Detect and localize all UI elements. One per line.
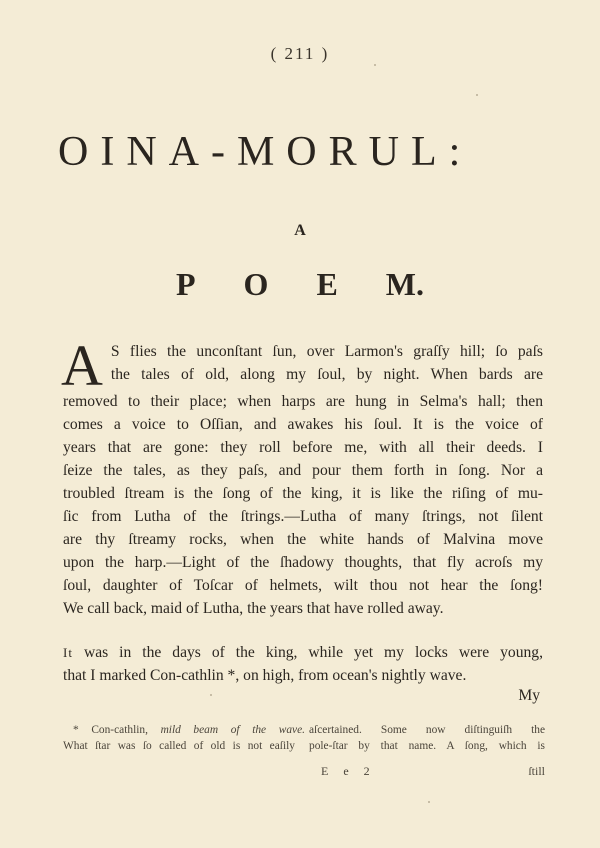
text-line: that I marked Con-cathlin *, on high, from ocean's nightly wave. bbox=[63, 667, 467, 684]
catchword: My bbox=[518, 687, 540, 704]
footnote-catchword: ſtill bbox=[528, 764, 545, 778]
text-line: We call back, maid of Lutha, the years that have rolled away. bbox=[63, 600, 444, 617]
paper-speck bbox=[374, 64, 376, 66]
footnotes bbox=[63, 722, 545, 754]
text-line: are thy ſtreamy rocks, when the white hands of Malvina move bbox=[63, 531, 543, 548]
drop-cap: A bbox=[61, 333, 103, 398]
text-line: ſic from Lutha of the ſtrings.—Lutha of many ſtrings, not ſilent bbox=[63, 508, 543, 525]
subtitle-poem bbox=[0, 266, 600, 303]
text-line: troubled ſtream is the ſong of the king, it is like the riſing of mu- bbox=[63, 485, 543, 502]
text-line-first bbox=[63, 641, 543, 664]
paragraph-second bbox=[63, 641, 543, 687]
subtitle-poem-letter: O bbox=[243, 266, 269, 302]
page-number: ( 211 ) bbox=[270, 44, 330, 63]
text-line: S flies the unconſtant ſun, over Larmon's graſſy hill; ſo paſs bbox=[110, 343, 543, 360]
footnote-italic: mild beam of the wave. bbox=[160, 724, 305, 736]
page-title: OINA-MORUL: bbox=[58, 129, 473, 175]
subtitle-poem-letter: M. bbox=[385, 266, 424, 302]
text-line: the tales of old, along my ſoul, by night. When bards are bbox=[110, 366, 543, 383]
text-line: ſoul, daughter of Toſcar of helmets, wilt thou not hear the ſong! bbox=[63, 577, 543, 594]
text-line: upon the harp.—Light of the ſhadowy thoughts, that fly acroſs my bbox=[63, 554, 543, 571]
footnote-left-line bbox=[63, 722, 305, 738]
footnote-right-line: pole-ſtar by that name. A ſong, which is bbox=[309, 740, 545, 752]
text-line: removed to their place; when harps are hung in Selma's hall; then bbox=[63, 393, 543, 410]
signature-mark: E e 2 bbox=[321, 764, 376, 778]
subtitle-poem-letter: E bbox=[316, 266, 338, 302]
text-line: ſeize the tales, as they paſs, and pour them forth in ſong. Nor a bbox=[63, 462, 543, 479]
paragraph-opening bbox=[61, 333, 543, 620]
paper-speck bbox=[428, 801, 430, 803]
footnote-right-line: aſcertained. Some now diſtinguiſh the bbox=[309, 724, 545, 736]
text-segment: was in the days of the king, while yet my locks were young, bbox=[83, 644, 543, 661]
subtitle-article: A bbox=[294, 222, 306, 239]
text-line: comes a voice to Oſſian, and awakes his ſoul. It is the voice of bbox=[63, 416, 543, 433]
paper-speck bbox=[476, 94, 478, 96]
paper-speck bbox=[210, 694, 212, 696]
footnote-text: * Con-cathlin, bbox=[73, 724, 161, 736]
subtitle-poem-letter: P bbox=[176, 266, 196, 302]
footnote-row bbox=[63, 738, 545, 754]
footnote-row bbox=[63, 722, 545, 738]
footnote-left-line: What ſtar was ſo called of old is not eaſily bbox=[63, 740, 295, 752]
paragraph-lead: It bbox=[63, 645, 73, 660]
text-line: years that are gone: they roll before me, with all their deeds. I bbox=[63, 439, 543, 456]
